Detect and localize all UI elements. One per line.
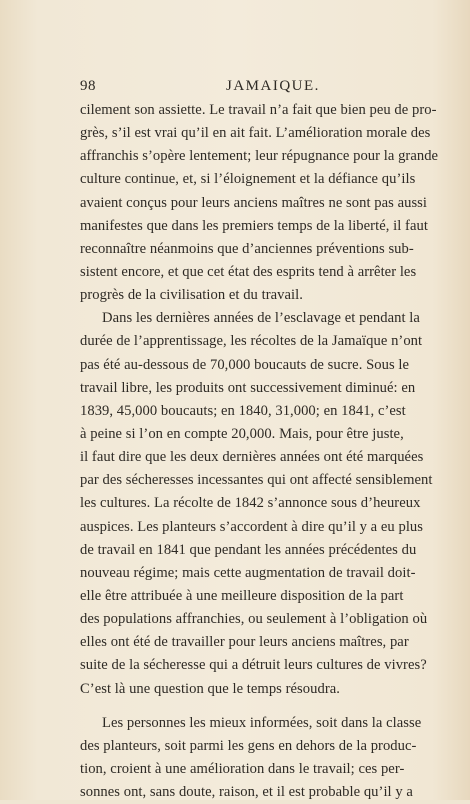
text-line: suite de la sécheresse qui a détruit leurs cultures de vivres? (80, 657, 427, 674)
text-line: tion, croient à une amélioration dans le travail; ces per- (80, 760, 405, 777)
text-line: par des sécheresses incessantes qui ont affecté sensiblement (80, 472, 433, 489)
running-title: JAMAIQUE. (226, 78, 320, 94)
paragraph (80, 712, 456, 804)
paragraph (80, 99, 456, 307)
text-line: durée de l’apprentissage, les récoltes de la Jamaïque n’ont (80, 333, 423, 350)
text-line: sonnes ont, sans doute, raison, et il est probable qu’il y a (80, 784, 413, 801)
text-line: progrès de la civilisation et du travail. (80, 287, 303, 304)
text-line: de travail en 1841 que pendant les années précédentes du (80, 541, 417, 558)
text-line: grès, s’il est vrai qu’il en ait fait. L’amélioration morale des (80, 125, 431, 142)
text-line: 1839, 45,000 boucauts; en 1840, 31,000; en 1841, c’est (80, 402, 406, 419)
text-line: culture continue, et, si l’éloignement et la défiance qu’ils (80, 171, 416, 188)
paragraph-spacer (80, 701, 456, 712)
text-line: elles ont été de travailler pour leurs anciens maîtres, par (80, 634, 409, 651)
text-line: Les personnes les mieux informées, soit dans la classe (102, 714, 422, 731)
text-line: des populations affranchies, ou seulement à l’obligation où (80, 611, 428, 628)
text-line: elle être attribuée à une meilleure disposition de la part (80, 587, 404, 604)
text-line: pas été au-dessous de 70,000 boucauts de sucre. Sous le (80, 356, 410, 373)
text-line: travail libre, les produits ont successivement diminué: en (80, 379, 416, 396)
text-line: Dans les dernières années de l’esclavage et pendant la (102, 310, 420, 327)
text-line: affranchis s’opère lentement; leur répugnance pour la grande (80, 148, 439, 165)
paragraph (80, 307, 456, 700)
text-line: nouveau régime; mais cette augmentation de travail doit- (80, 564, 416, 581)
text-line: sistent encore, et que cet état des esprits tend à arrêter les (80, 263, 417, 280)
text-line: à peine si l’on en compte 20,000. Mais, pour être juste, (80, 425, 404, 442)
text-line: reconnaître néanmoins que d’anciennes préventions sub- (80, 240, 414, 257)
text-line: cilement son assiette. Le travail n’a fait que bien peu de pro- (80, 102, 437, 118)
text-line: C’est là une question que le temps résoudra. (80, 680, 340, 697)
text-line: manifestes que dans les premiers temps de la liberté, il faut (80, 217, 428, 234)
text-line: des planteurs, soit parmi les gens en dehors de la produc- (80, 737, 417, 754)
text-line: les cultures. La récolte de 1842 s’annonce sous d’heureux (80, 495, 421, 512)
text-line: avaient conçus pour leurs anciens maîtres ne sont pas aussi (80, 194, 428, 211)
page-number: 98 (80, 78, 96, 94)
body-text (80, 99, 456, 804)
text-line: auspices. Les planteurs s’accordent à dire qu’il y a eu plus (80, 518, 423, 535)
page-header (80, 78, 456, 98)
text-line: il faut dire que les deux dernières années ont été marquées (80, 449, 424, 466)
